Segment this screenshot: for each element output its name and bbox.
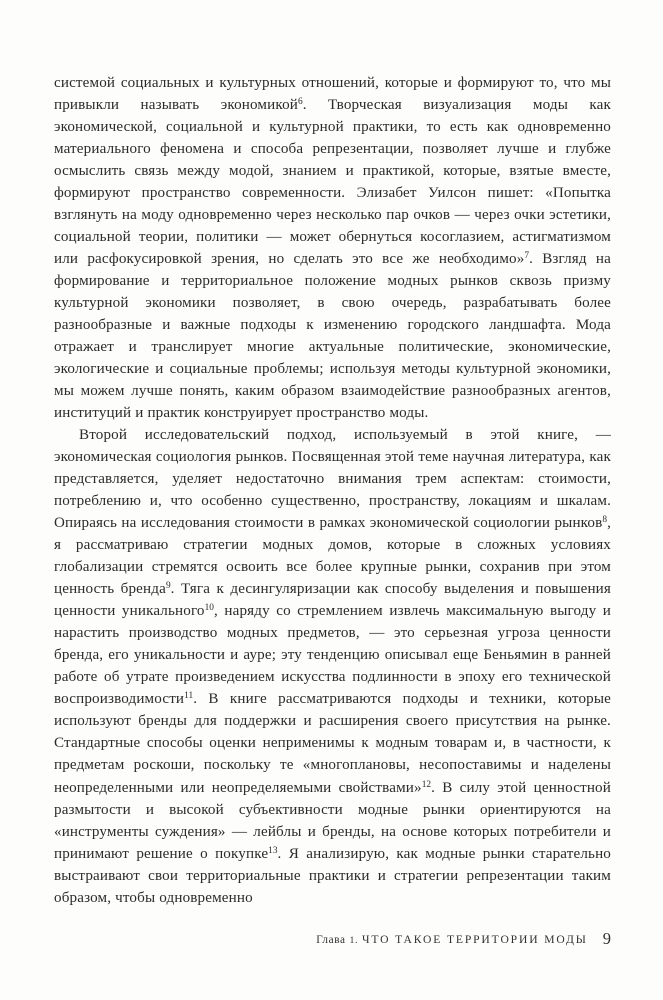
footer-chapter-number: 1. — [349, 935, 358, 946]
footnote-marker: 10 — [204, 603, 214, 614]
footnote-marker: 6 — [298, 97, 303, 108]
footnote-marker: 8 — [602, 515, 608, 526]
paragraph-2: Второй исследовательский подход, используемый в этой книге, — экономическая социология рынков. Посвященная этой теме научная литература, как представляется, уделяет недостаточно внимания трем аспектам: стоимости, потреблению и, что особенно существенно, пространству, локациям и шкалам. Опираясь на исследования стоимости в рамках экономической социологии рынков$^8$, я рассматриваю стратегии модных домов, которые в сложных условиях глобализации стремятся освоить все более крупные рынки, сохранив при этом ценность бренда$^9$. Тяга к десингуляризации как способу выделения и повышения ценности уникального$^{10}$, наряду со стремлением извлечь максимальную выгоду и нарастить производство модных предметов, — это серьезная угроза ценности бренда, его уникальности и ауре; эту тенденцию описывал еще Беньямин в ранней работе об утрате произведением искусства подлинности в эпоху его технической воспроизводимости$^{11}$. В книге рассматриваются подходы и техники, которые используют бренды для поддержки и расширения своего присутствия на рынке. Стандартные способы оценки неприменимы к модным товарам и, в частности, к предметам роскоши, поскольку те «многоплановы, несопоставимы и наделены неопределенными или неопределяемыми свойствами»$^{12}$. В силу этой ценностной размытости и высокой субъективности модные рынки ориентируются на «инструменты суждения» — лейблы и бренды, на основе которых потребители и принимают решение о покупке$^{13}$. Я анализирую, как модные рынки старательно выстраивают свои территориальные практики и стратегии репрезентации таким образом, чтобы одновременно — [54, 427, 612, 906]
page-footer — [54, 928, 611, 948]
footnote-marker: 11 — [184, 691, 194, 702]
paragraph-1: системой социальных и культурных отношений, которые и формируют то, что мы привыкли называть экономикой$^6$. Творческая визуализация моды как экономической, социальной и культурной практики, то есть как одновременно материального феномена и способа репрезентации, позволяет лучше и глубже осмыслить связь между модой, знанием и практикой, которые, взятые вместе, формируют пространство современности. Элизабет Уилсон пишет: «Попытка взглянуть на моду одновременно через несколько пар очков — через очки эстетики, социальной теории, политики — может обернуться косоглазием, астигматизмом или расфокусировкой зрения, но сделать это все же необходимо»$^7$. Взгляд на формирование и территориальное положение модных рынков сквозь призму культурной экономики позволяет, в свою очередь, разрабатывать более разнообразные и важные подходы к изменению городского ландшафта. Мода отражает и транслирует многие актуальные политические, экономические, экологические и социальные проблемы; используя методы культурной экономики, мы можем лучше понять, каким образом взаимодействие разнообразных агентов, институций и практик конструирует пространство моды. — [54, 75, 611, 422]
footnote-marker: 13 — [268, 845, 278, 856]
footnote-marker: 7 — [524, 251, 530, 262]
footnote-marker: 9 — [165, 581, 171, 592]
footer-chapter-title: ЧТО ТАКОЕ ТЕРРИТОРИИ МОДЫ — [361, 933, 588, 946]
footnote-marker: 12 — [421, 779, 432, 790]
footer-chapter-label: Глава — [316, 934, 346, 946]
page-text-block — [54, 72, 611, 909]
footer-page-number: 9 — [602, 929, 611, 948]
